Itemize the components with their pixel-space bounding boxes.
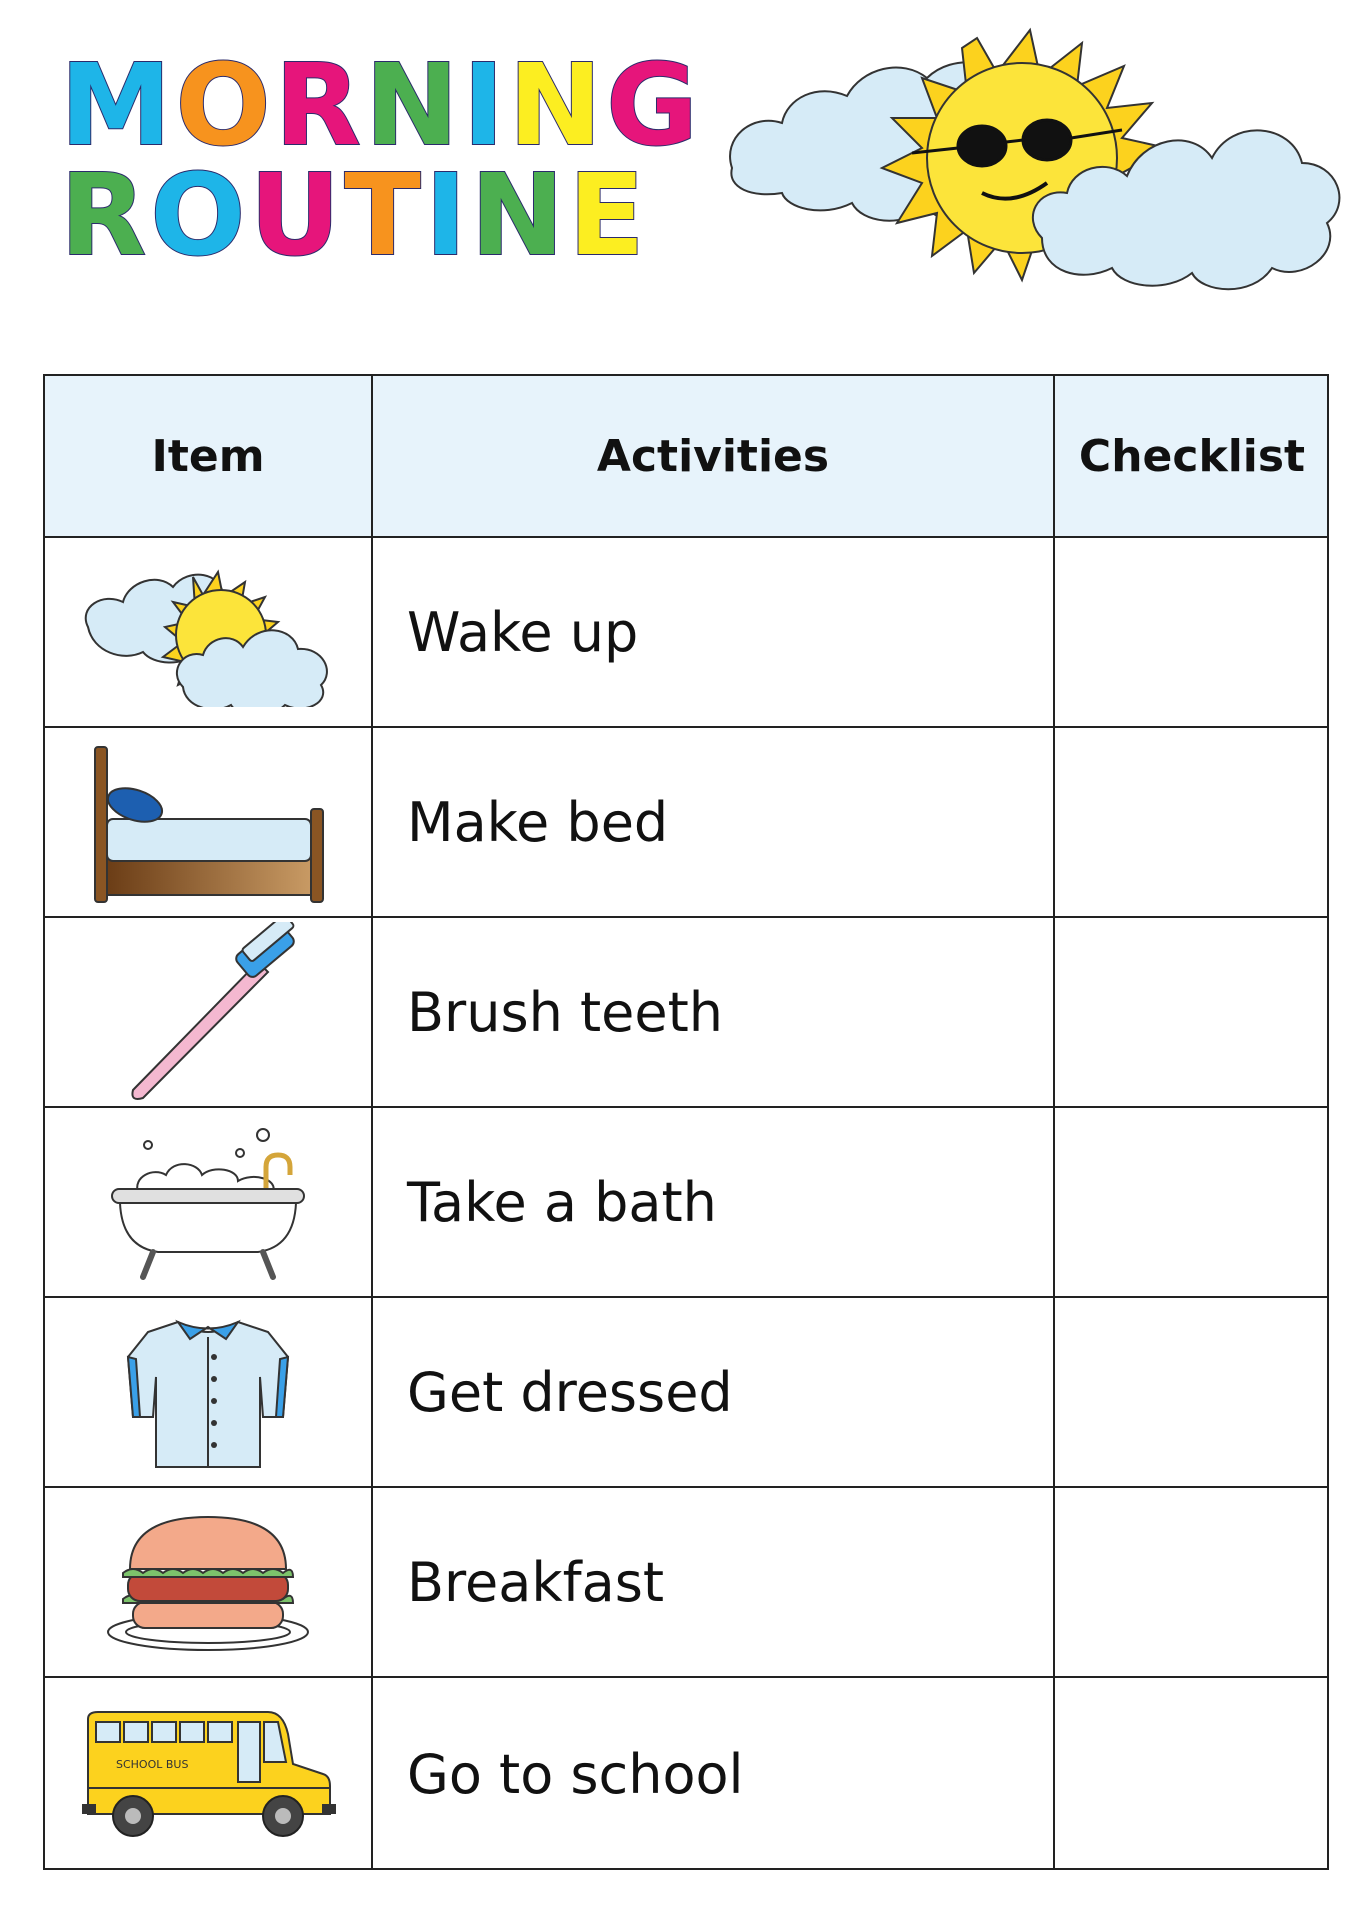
checklist-box[interactable] — [1053, 728, 1329, 916]
checklist-box[interactable] — [1053, 1488, 1329, 1676]
title-line-1 — [60, 41, 702, 171]
routine-table — [43, 374, 1329, 1870]
sun-with-sunglasses-icon — [712, 18, 1342, 308]
burger-icon — [45, 1488, 371, 1676]
activity-label: Breakfast — [407, 1550, 665, 1614]
title-letter: M — [60, 41, 176, 171]
table-row — [45, 1676, 1327, 1870]
header-item-cell — [45, 376, 371, 536]
header-activities: Activities — [596, 430, 830, 482]
title-letter: G — [606, 41, 702, 171]
shirt-icon — [45, 1298, 371, 1486]
activity-label: Take a bath — [407, 1170, 717, 1234]
title-letter: I — [424, 151, 471, 281]
bus-label: SCHOOL BUS — [116, 1758, 189, 1771]
title-block — [60, 40, 702, 281]
title-letter: O — [175, 41, 275, 171]
checklist-box[interactable] — [1053, 1298, 1329, 1486]
title-letter: N — [364, 41, 463, 171]
activity-cell — [371, 1298, 1053, 1486]
activity-label: Make bed — [407, 790, 669, 854]
checklist-box[interactable] — [1053, 1678, 1329, 1870]
table-row — [45, 1486, 1327, 1676]
school-bus-icon — [45, 1678, 371, 1870]
toothbrush-icon — [45, 918, 371, 1106]
checklist-box[interactable] — [1053, 1108, 1329, 1296]
checklist-box[interactable] — [1053, 918, 1329, 1106]
activity-cell — [371, 728, 1053, 916]
activity-cell — [371, 1108, 1053, 1296]
activity-cell — [371, 1678, 1053, 1870]
table-row — [45, 1296, 1327, 1486]
sun-cloud-icon — [45, 538, 371, 726]
activity-label: Brush teeth — [407, 980, 724, 1044]
title-letter: O — [150, 151, 250, 281]
bed-icon — [45, 728, 371, 916]
title-letter: E — [568, 151, 649, 281]
title-letter: R — [60, 151, 151, 281]
title-letter: U — [249, 151, 345, 281]
activity-label: Wake up — [407, 600, 639, 664]
table-row — [45, 726, 1327, 916]
title-letter: R — [274, 41, 365, 171]
header-checklist: Checklist — [1078, 430, 1306, 482]
activity-cell — [371, 918, 1053, 1106]
bathtub-icon — [45, 1108, 371, 1296]
header-item: Item — [151, 430, 265, 482]
title-line-2 — [60, 151, 649, 281]
title-letter: N — [470, 151, 569, 281]
activity-label: Go to school — [407, 1742, 744, 1806]
activity-label: Get dressed — [407, 1360, 733, 1424]
title-letter: N — [508, 41, 607, 171]
checklist-box[interactable] — [1053, 538, 1329, 726]
table-header-row — [45, 376, 1327, 536]
table-row — [45, 536, 1327, 726]
title-letter: I — [462, 41, 509, 171]
table-row — [45, 1106, 1327, 1296]
header-checklist-cell — [1053, 376, 1329, 536]
activity-cell — [371, 1488, 1053, 1676]
activity-cell — [371, 538, 1053, 726]
table-row — [45, 916, 1327, 1106]
header-activities-cell — [371, 376, 1053, 536]
title-letter: T — [344, 151, 425, 281]
